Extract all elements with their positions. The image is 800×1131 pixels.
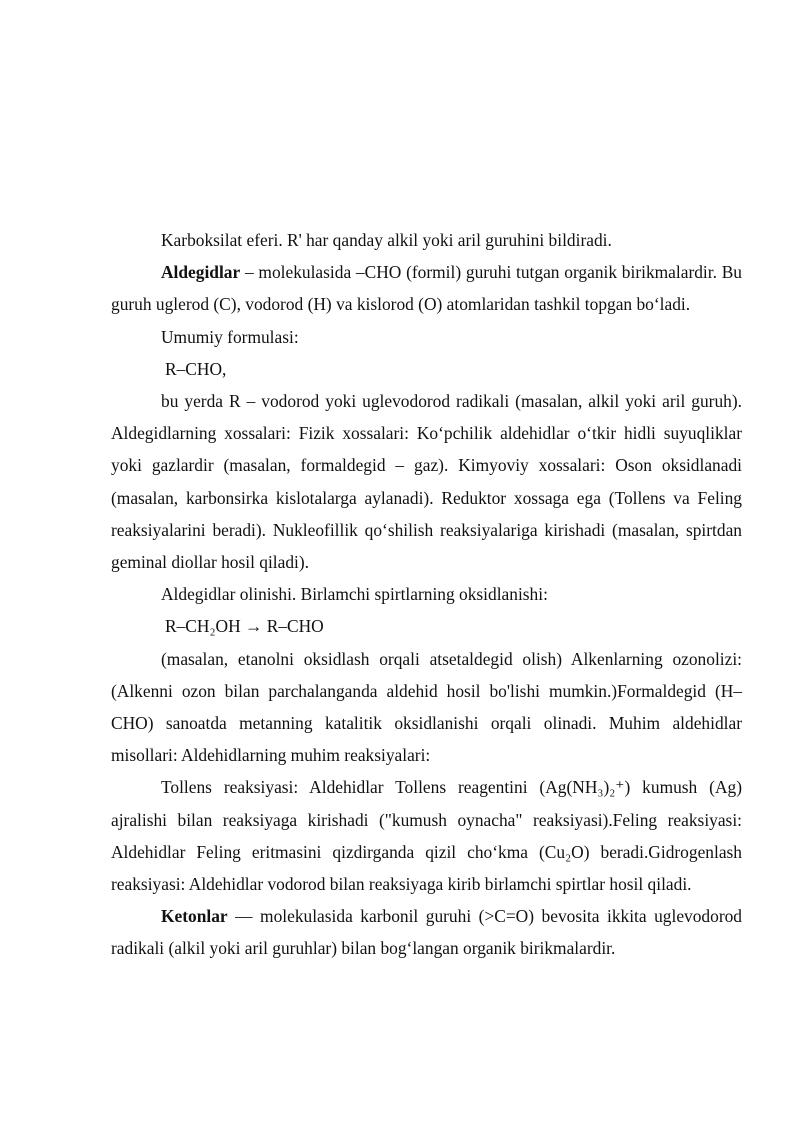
formula-text: R–CHO,	[165, 358, 227, 379]
paragraph-properties	[111, 385, 742, 578]
document-body	[111, 224, 742, 965]
paragraph-text: Umumiy formulasi:	[161, 326, 299, 347]
paragraph-text: bu yerda R – vodorod yoki uglevodorod radikali (masalan, alkil yoki aril guruh). Aldegidlarning xossalari: Fizik xossalari: Ko‘pchilik aldehidlar o‘tkir hidli suyuqliklar yoki gazlardir (masalan, formaldegid – gaz). Kimyoviy xossalari: Oson oksidlanadi (masalan, karbonsirka kislotalarga aylanadi). Reduktor xossaga ega (Tollens va Feling reaksiyalarini beradi). Nukleofillik qo‘shilish reaksiyalariga kirishadi (masalan, spirtdan geminal diollar hosil qiladi).	[111, 391, 742, 573]
paragraph-reactions	[111, 771, 742, 900]
paragraph-text: Tollens reaksiyasi: Aldehidlar Tollens reagentini (Ag(NH₃)₂⁺) kumush (Ag) ajralishi bilan reaksiyaga kirishadi ("kumush oynacha" reaksiyasi).Feling reaksiyasi: Aldehidlar Feling eritmasini qizdirganda qizil cho‘kma (Cu₂O) beradi.Gidrogenlash reaksiyasi: Aldehidlar vodorod bilan reaksiyaga kirib birlamchi spirtlar hosil qiladi.	[111, 777, 742, 895]
paragraph-preparation	[111, 578, 742, 610]
paragraph-aldehydes-definition	[111, 256, 742, 320]
term-ketonlar: Ketonlar	[161, 906, 228, 927]
paragraph-ester	[111, 224, 742, 256]
paragraph-text: Aldegidlar olinishi. Birlamchi spirtlarning oksidlanishi:	[161, 584, 548, 605]
formula-oxidation	[111, 610, 742, 642]
formula-text: R–CH₂OH → R–CHO	[165, 616, 324, 637]
paragraph-text: Karboksilat eferi. R' har qanday alkil yoki aril guruhini bildiradi.	[161, 230, 612, 250]
paragraph-text: (masalan, etanolni oksidlash orqali atsetaldegid olish) Alkenlarning ozonolizi: (Alkenni ozon bilan parchalanganda aldehid hosil bo'lishi mumkin.)Formaldegid (H–CHO) sanoatda metanning katalitik oksidlanishi orqali olinadi. Muhim aldehidlar misollari: Aldehidlarning muhim reaksiyalari:	[111, 648, 742, 766]
paragraph-text: – molekulasida –CHO (formil) guruhi tutgan organik birikmalardir. Bu guruh uglerod (C), vodorod (H) va kislorod (O) atomlaridan tashkil topgan bo‘ladi.	[111, 262, 742, 315]
paragraph-ketones-definition	[111, 900, 742, 964]
term-aldegidlar: Aldegidlar	[161, 262, 241, 283]
paragraph-general-formula-label	[111, 321, 742, 353]
paragraph-ozonolysis	[111, 643, 742, 772]
paragraph-text: — molekulasida karbonil guruhi (>C=O) bevosita ikkita uglevodorod radikali (alkil yoki aril guruhlar) bilan bog‘langan organik birikmalardir.	[111, 906, 742, 959]
formula-general	[111, 353, 742, 385]
